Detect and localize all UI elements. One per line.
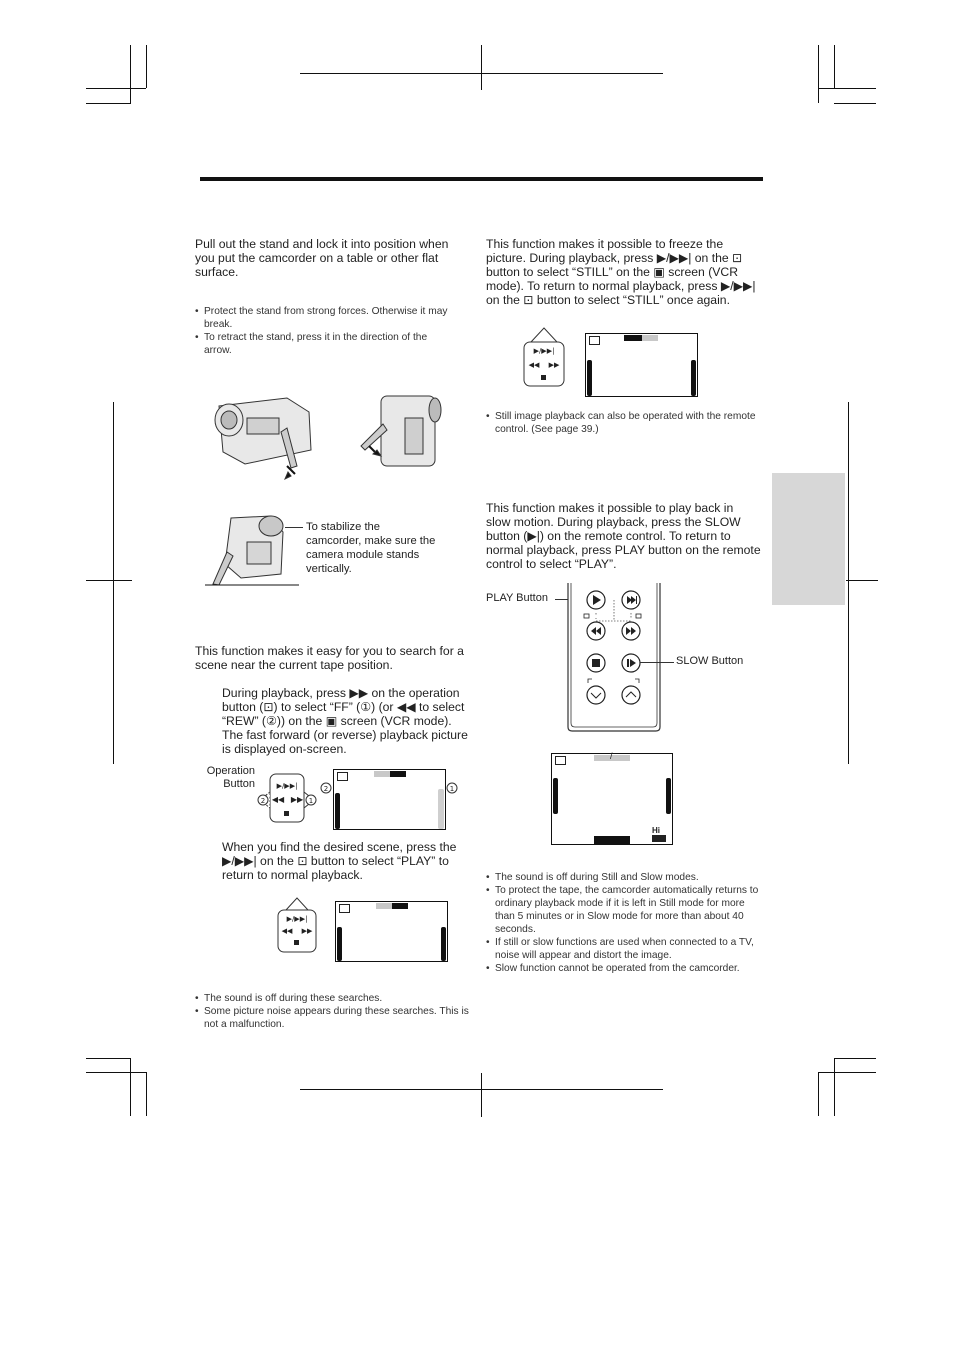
search-step-2: When you find the desired scene, press the ▶/▶▶| on the ⊡ button to select “PLAY” to return to normal playback. xyxy=(222,840,457,882)
svg-text:▶▶: ▶▶ xyxy=(301,927,313,935)
left-bar xyxy=(337,927,342,961)
slow-screen xyxy=(551,753,673,845)
list-item: • Protect the stand from strong forces. Otherwise it may break. xyxy=(195,305,457,331)
operation-button-diagram xyxy=(250,770,324,826)
list-item: • Some picture noise appears during these searches. This is not a malfunction. xyxy=(195,1005,470,1031)
search-intro: This function makes it easy for you to search for a scene near the current tape position. xyxy=(195,644,464,672)
play-button-label: PLAY Button xyxy=(486,592,548,604)
mode-indicator xyxy=(392,903,408,909)
slow-intro: This function makes it possible to play back in slow motion. During playback, press the SLOW button (▶|) on the remote control. To return to normal playback, press PLAY button on the remote control to select “PLAY”. xyxy=(486,501,761,571)
svg-text:▶▶: ▶▶ xyxy=(290,795,304,804)
vcr-mode-icon xyxy=(337,772,348,781)
still-screen xyxy=(585,333,698,397)
label-one: 1 xyxy=(308,797,314,805)
header-rule xyxy=(200,177,763,181)
vcr-mode-icon xyxy=(555,756,566,765)
stabilize-caption: To stabilize the camcorder, make sure the camera module stands vertically. xyxy=(306,521,436,575)
search-notes xyxy=(195,992,470,1031)
list-item: • Still image playback can also be operated with the remote control. (See page 39.) xyxy=(486,410,761,436)
slow-button-label: SLOW Button xyxy=(676,655,744,667)
list-item: • To retract the stand, press it in the direction of the arrow. xyxy=(195,331,457,357)
vcr-mode-icon xyxy=(339,904,350,913)
svg-text:◀◀: ◀◀ xyxy=(271,795,285,804)
vcr-mode-icon xyxy=(589,336,600,345)
svg-text:1: 1 xyxy=(449,785,455,793)
svg-text:▶▶: ▶▶ xyxy=(548,361,560,369)
right-bar xyxy=(438,789,444,829)
search-screen xyxy=(333,769,446,830)
operation-button-label: Operation Button xyxy=(206,765,255,790)
marker-two xyxy=(320,782,332,794)
play-button-diagram xyxy=(272,896,322,954)
still-intro: This function makes it possible to freeze the picture. During playback, press ▶/▶▶| on the ⊡ button to select “STILL” on the ▣ screen (VCR mode). To return to normal playback, press ▶/▶▶| on the ⊡ button to select “STILL” once again. xyxy=(486,237,756,307)
left-bar xyxy=(587,360,592,396)
side-tab xyxy=(772,473,845,605)
list-item: • If still or slow functions are used when connected to a TV, noise will appear and distort the image. xyxy=(486,936,761,962)
left-bar xyxy=(335,793,340,829)
right-bar xyxy=(691,360,696,396)
list-item: • The sound is off during Still and Slow modes. xyxy=(486,871,761,884)
svg-text:▶/▶▶|: ▶/▶▶| xyxy=(276,782,298,790)
camcorder-stand-illustration xyxy=(205,388,455,488)
slow-indicator xyxy=(594,836,630,844)
label-two: 2 xyxy=(260,797,266,805)
battery-icon xyxy=(652,835,666,842)
svg-text:▶/▶▶|: ▶/▶▶| xyxy=(533,347,555,355)
leader-line xyxy=(285,527,303,528)
list-item: • The sound is off during these searches. xyxy=(195,992,470,1005)
leader-line xyxy=(640,662,674,663)
svg-text:◀◀: ◀◀ xyxy=(528,361,540,369)
svg-text:▶/▶▶|: ▶/▶▶| xyxy=(286,915,308,923)
slow-notes xyxy=(486,871,761,975)
list-item: • To protect the tape, the camcorder automatically returns to ordinary playback mode if it is left in Still mode for more than 5 minutes or in Slow mode for more than about 40 seconds. xyxy=(486,884,761,936)
slash-indicator: / xyxy=(610,751,613,761)
mode-indicator xyxy=(390,771,406,777)
play-screen xyxy=(335,901,448,962)
svg-text:2: 2 xyxy=(323,785,329,793)
marker-one xyxy=(446,782,458,794)
camcorder-vertical-illustration xyxy=(205,508,305,588)
left-bar xyxy=(553,778,558,814)
still-button-diagram xyxy=(519,326,569,388)
right-bar xyxy=(441,927,446,961)
right-bar xyxy=(666,778,671,814)
list-item: • Slow function cannot be operated from the camcorder. xyxy=(486,962,761,975)
search-step-1: During playback, press ▶▶ on the operation button (⊡) to select “FF” (①) (or ◀◀ to select “REW” (②)) on the ▣ screen (VCR mode). The fast forward (or reverse) playback picture is displayed on-screen. xyxy=(222,686,468,756)
stand-intro: Pull out the stand and lock it into position when you put the camcorder on a table or other flat surface. xyxy=(195,237,449,279)
still-notes xyxy=(486,410,761,436)
grey-indicator xyxy=(642,335,658,341)
stand-notes xyxy=(195,305,457,357)
mode-indicator xyxy=(624,335,642,341)
hi-indicator: Hi xyxy=(652,826,660,835)
svg-text:◀◀: ◀◀ xyxy=(281,927,293,935)
remote-control-illustration xyxy=(566,583,662,733)
